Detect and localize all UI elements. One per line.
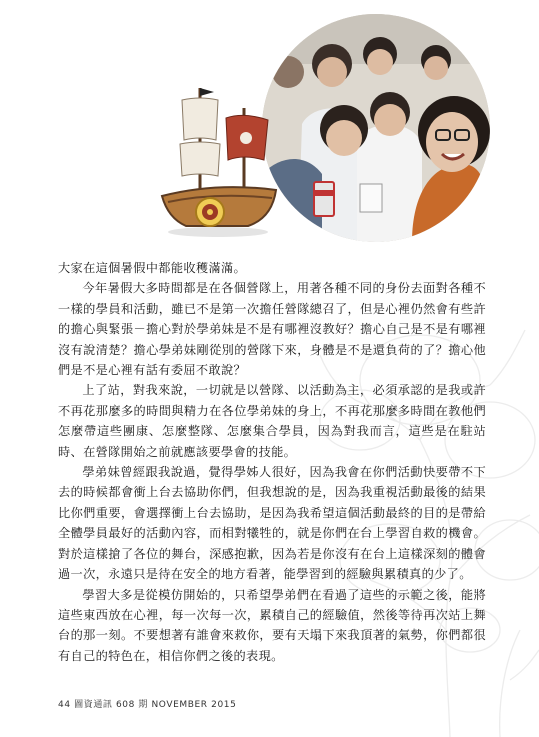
page-footer-label: 44 圖資通訊 608 期 NOVEMBER 2015	[58, 700, 237, 710]
group-selfie-photo	[262, 14, 490, 242]
article-paragraph: 學習大多是從模仿開始的，只希望學弟們在看過了這些的示範之後，能將這些東西放在心裡，每一次每一次，累積自己的經驗值，然後等待再次站上舞台的那一刻。不要想著有誰會來救你，要有天塌下來我頂著的氣勢，你們都很有自己的特色在，相信你們之後的表現。	[58, 587, 486, 663]
pirate-ship-illustration	[152, 78, 282, 238]
article-paragraph: 學弟妹曾經跟我說過，覺得學姊人很好，因為我會在你們活動快要帶不下去的時候都會衝上台去協助你們，但我想說的是，因為我重視活動最後的結果比你們重要，會選擇衝上台去協助，是因為我希望這個活動最終的目的是帶給全體學員最好的活動內容，而相對犧牲的，就是你們在台上學習自救的機會。對於這樣搶了各位的舞台，深感抱歉，因為若是你沒有在台上這樣深刻的體會過一次，永遠只是待在安全的地方看著，能學習到的經驗與累積真的少了。	[58, 465, 486, 582]
article-paragraph: 今年暑假大多時間都是在各個營隊上，用著各種不同的身份去面對各種不一樣的學員和活動，雖已不是第一次擔任營隊總召了，但是心裡仍然會有些許的擔心與緊張－擔心對於學弟妹是不是有哪裡沒教好？擔心自己是不是有哪裡沒有說清楚？擔心學弟妹剛從別的營隊下來，身體是不是還負荷的了？擔心他們是不是心裡有話有委屈不敢說？	[58, 281, 486, 378]
photo-people-illustration	[262, 14, 490, 242]
article-paragraph: 上了站，對我來說，一切就是以營隊、以活動為主，必須承認的是我或許不再花那麼多的時間與精力在各位學弟妹的身上，不再花那麼多時間在教他們怎麼帶這些團康、怎麼整隊、怎麼集合學員，因為對我而言，這些是在駐站時、在營隊開始之前就應該要學會的技能。	[58, 383, 486, 459]
article-paragraph: 大家在這個暑假中都能收穫滿滿。	[58, 261, 247, 275]
article-body	[58, 258, 486, 666]
